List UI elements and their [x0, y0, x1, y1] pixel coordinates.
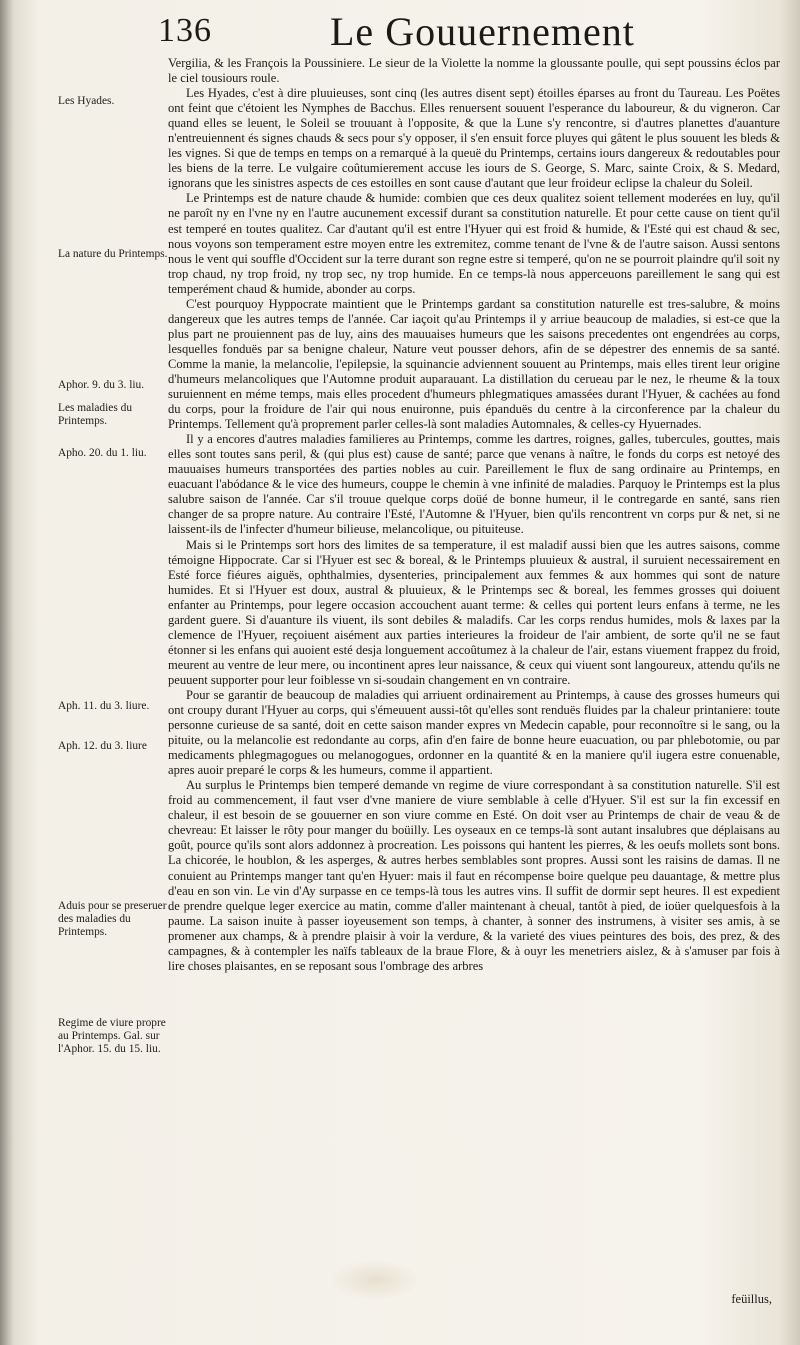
paragraph-limites: Mais si le Printemps sort hors des limites de sa temperature, il est maladif aussi bien que les autres saisons, comme témoigne Hippocrate. Car si l'Hyuer est sec & boreal, & le Printemps pluuieux & austral, il suruient necessairement en Esté force fiéures aiguës, ophthalmies, dysenteries, principalement aux femmes & aux hommes qui sont de nature humides. Et si l'Hyuer est doux, austral & pluuieux, & le Printemps sec & boreal, les femmes grosses qui doiuent enfanter au Printemps, pour legere occasion accouchent auant terme: & celles qui portent leurs enfans à terme, ne les gardent guere. Si d'auanture ils viuent, ils sont debiles & maladifs. Car les corps rendus humides, mols & laxes par la clemence de l'Hyuer, reçoiuent aisément aux parties interieures la froideur de l'air ambient, de sorte qu'il ne se faut étonner si les enfans qui auoient esté desja longuement accoûtumez à la chaleur de l'air, estans viuement frappez du froid, meurent au ventre de leur mere, ou incontinent apres leur naissance, & ceux qui viuent sont langoureux, attendu qu'ils ne peuuent supporter pour leur foiblesse vn si-soudain changement en vn contraire. [168, 537, 780, 687]
margin-note-nature-printemps: La nature du Printemps. [58, 248, 168, 260]
catchword: feüillus, [731, 1292, 772, 1306]
margin-note-aph-12: Aph. 12. du 3. liure [58, 740, 147, 752]
running-title: Le Gouuernement [330, 9, 635, 54]
margin-note-apho-20: Apho. 20. du 1. liu. [58, 447, 147, 459]
paragraph-hyppocrate: C'est pourquoy Hyppocrate maintient que le Printemps gardant sa constitution naturelle est tres-salubre, & moins dangereux que les autres temps de l'année. Car iaçoit qu'au Printemps il y arriue beaucoup de maladies, si est-ce que la plus part ne prouiennent pas de luy, ains des mauuaises humeurs que les saisons precedentes ont engendrées au corps, lesquelles fonduës par sa benigne chaleur, Nature veut pousser dehors, afin de se dépestrer des ennemis de sa santé. Comme la manie, la melancolie, l'epilepsie, la squinancie adviennent souuent au Printemps, mais elles tirent leur origine d'humeurs melancoliques que l'Automne produit auparauant. La distillation du cerueau par le nez, le rheume & la toux suruiennent en méme temps, mais elles procedent d'humeurs phlegmatiques amassées durant l'Hyuer, & cachées au fond du corps, pour la froidure de l'air qui nous enuironne, puis épanduës du centre à la circonference par la chaleur du Printemps. Tellement qu'à proprement parler celles-là sont maladies Automnales, & celles-cy Hyuernades. [168, 296, 780, 432]
page-number: 136 [158, 12, 212, 49]
paragraph-nature: Le Printemps est de nature chaude & humide: combien que ces deux qualitez soient tellement moderées en luy, qu'il ne paroît ny en l'vne ny en l'autre aucunement excessif durant sa constitution naturelle. Et pour cette cause on tient qu'il est temperé en toutes qualitez. Car d'autant qu'il est entre l'Hyuer qui est froid & humide, & l'Esté qui est chaud & sec, nous voyons son temperament estre moyen entre les extremitez, comme tenant de l'vne & de l'autre saison. Aussi sentons nous le vent qui souffle d'Occident sur la terre durant son regne estre si temperé, qu'on ne se pourroit plaindre qu'il soit ny trop chaud, ny trop froid, ny trop sec, ny trop humide. En ce temps-là nous apperceuons pareillement le sang qui est temperément chaud & humide, abonder au corps. [168, 191, 780, 296]
margin-note-aph-11: Aph. 11. du 3. liure. [58, 700, 150, 712]
margin-notes [58, 92, 173, 1322]
page-gutter [0, 0, 14, 1345]
paragraph-regime: Au surplus le Printemps bien temperé demande vn regime de viure correspondant à sa constitution naturelle. S'il est froid au commencement, il faut vser d'vne maniere de viure semblable à celle d'Hyuer. S'il est sur la fin excessif en chaleur, il est besoin de se gouuerner en son viure comme en Esté. On doit vser au Printemps de chair de veau & de chevreau: Et laisser le rôty pour manger du boüilly. Les oyseaux en ce temps-là sont autant insalubres que déplaisans au goût, pource qu'ils sont alors addonnez à procreation. Les poissons qui hantent les pierres, & les oeufs mollets sont bons. La chicorée, le houblon, & les asperges, & autres herbes semblables sont propres. Aussi sont les raisins de damas. Il ne conuient au Printemps manger tant qu'en Hyuer: mais il faut en récompense boire quelque peu dauantage, & mettre plus d'eau en son vin. Le vin d'Ay surpasse en ce temps-là tous les autres vins. Il suffit de dormir sept heures. Il est expedient de prendre quelque leger exercice au matin, comme d'aller maintenant à cheual, tantôt à pied, de ioüer quelquesfois à la paume. La saison inuite à passer ioyeusement son temps, à chanter, à sonner des instrumens, à visiter ses amis, à se promener aux champs, & à prendre plaisir à voir la verdure, & la varieté des viues peintures des bois, des prez, & des campagnes, & à contempler les naïfs tableaux de la braue Flore, & à ouyr les menetriers aislez, & à s'amuser par fois à lire choses plaisantes, en se reposant sous l'ombrage des arbres [168, 778, 780, 973]
margin-note-hyades: Les Hyades. [58, 95, 115, 107]
paragraph-autres-maladies: Il y a encores d'autres maladies familieres au Printemps, comme les dartres, roignes, galles, tubercules, gouttes, mais elles sont toutes sans peril, & (qui plus est) cause de santé; parce que venans à naître, le fonds du corps est netoyé des mauuaises humeurs transportées des parties nobles au cuir. Pareillement le flux de sang ordinaire au Printemps, en euacuant l'abódance & le vice des humeurs, couppe le chemin à vne infinité de maladies. Parquoy le Printemps est la plus salubre saison de l'année. Car s'il trouue quelque corps doüé de bonne humeur, il le contregarde en santé, sans rien changer de sa propre nature. Au contraire l'Esté, l'Automne & l'Hyuer, bien qu'ils rencontrent vn corps pur & net, si ne laissent-ils de l'infecter d'humeur bilieuse, melancolique, ou pituiteuse. [168, 432, 780, 537]
margin-note-regime: Regime de viure propre au Printemps. Gal. sur l'Aphor. 15. du 15. liu. [58, 1017, 166, 1055]
margin-note-maladies: Les maladies du Printemps. [58, 402, 133, 427]
margin-note-aphor-9: Aphor. 9. du 3. liu. [58, 379, 145, 391]
paragraph-hyades: Les Hyades, c'est à dire pluuieuses, sont cinq (les autres disent sept) étoilles éparses au front du Taureau. Les Poëtes ont feint que c'étoient les Nymphes de Bacchus. Elles renuersent souuent l'esperance du laboureur, & du vigneron. Car quand elles se leuent, le Soleil se trouuant à l'opposite, & que la Lune s'y rencontre, si d'autres planettes d'auanture n'entreuiennent és signes chauds & secs pour s'y opposer, il s'en ensuit force pluyes qui gâtent le plus souuent les bleds & les vignes. Si que de temps en temps on a remarqué à la queuë du Printemps, certains iours dangereux & redoutables pour les biens de la terre. Le vulgaire coûtumierement accuse les iours de S. George, S. Marc, sainte Croix, & S. Medard, ignorans que les sinistres aspects de ces estoilles en sont cause d'autant que leur froideur eclipse la chaleur du Soleil. [168, 86, 780, 191]
body-text [168, 56, 780, 1316]
margin-note-aduis: Aduis pour se preseruer des maladies du Printemps. [58, 900, 167, 938]
paragraph-garantir: Pour se garantir de beaucoup de maladies qui arriuent ordinairement au Printemps, à cause des grosses humeurs qui ont croupy durant l'Hyuer au corps, qui s'émeuuent aussi-tôt qu'elles sont renduës fluides par la chaleur printaniere: toute personne curieuse de sa santé, doit en cette saison mander expres vn Medecin capable, pour reconnoître si le sang, ou la pituite, ou la melancolie est redondante au corps, afin d'en faire de bonne heure euacuation, ou par phlebotomie, ou par medicaments phlegmagogues ou melanogogues, ordonner en la quantité & en la maniere qu'il iugera estre conuenable, apres auoir preparé le corps & les humeurs, comme il appartient. [168, 687, 780, 778]
page-header [150, 8, 760, 60]
paragraph-continuation: Vergilia, & les François la Poussiniere. Le sieur de la Violette la nomme la gloussante poulle, qui sept poussins éclos par le ciel tousiours roule. [168, 56, 780, 86]
